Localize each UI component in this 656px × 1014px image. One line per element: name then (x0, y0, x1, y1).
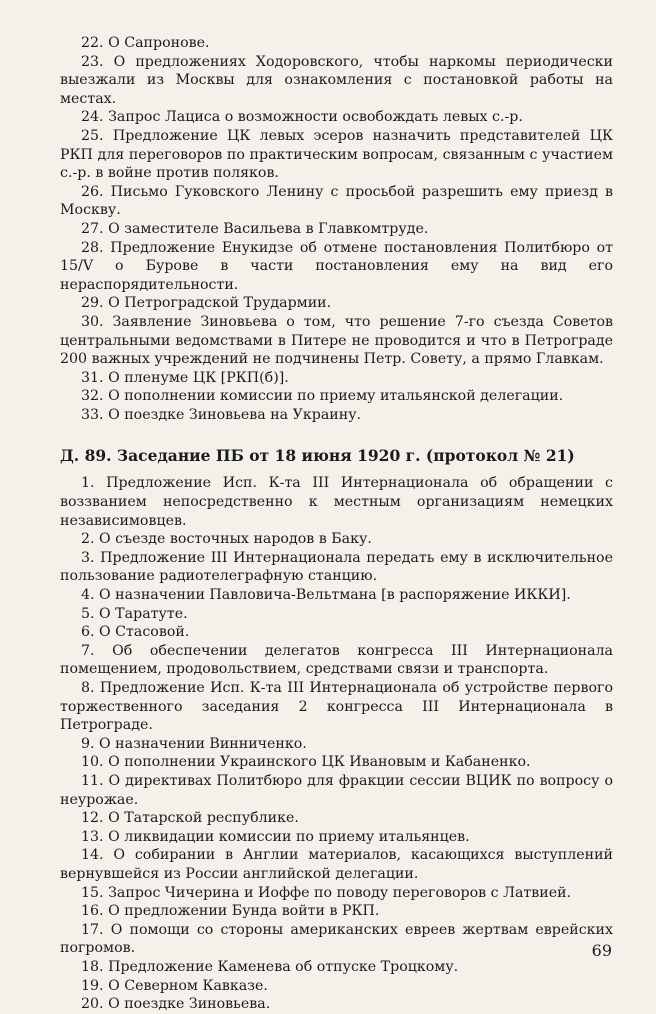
document-page (60, 34, 613, 1014)
agenda-item: 7. Об обеспечении делегатов конгресса III Интернационала помещением, продовольствием, средствами связи и транспорта. (60, 642, 613, 678)
agenda-item: 19. О Северном Кавказе. (81, 977, 268, 994)
agenda-item: 1. Предложение Исп. К-та III Интернационала об обращении с воззванием непосредственно к местным организациям немецких независимовцев. (60, 475, 613, 529)
agenda-item: 26. Письмо Гуковского Ленину с просьбой разрешить ему приезд в Москву. (60, 183, 613, 219)
agenda-item: 16. О предложении Бунда войти в РКП. (81, 903, 380, 920)
agenda-item: 24. Запрос Лациса о возможности освобождать левых с.-р. (81, 109, 523, 126)
agenda-item: 27. О заместителе Васильева в Главкомтруде. (81, 220, 429, 237)
agenda-item: 15. Запрос Чичерина и Иоффе по поводу переговоров с Латвией. (81, 884, 572, 901)
agenda-item: 13. О ликвидации комиссии по приему итальянцев. (81, 828, 470, 845)
agenda-item: 17. О помощи со стороны американских евреев жертвам еврейских погромов. (60, 921, 613, 957)
agenda-item: 10. О пополнении Украинского ЦК Ивановым и Кабаненко. (81, 754, 531, 771)
agenda-item: 11. О директивах Политбюро для фракции сессии ВЦИК по вопросу о неурожае. (60, 772, 613, 808)
agenda-item: 33. О поездке Зиновьева на Украину. (81, 406, 362, 423)
agenda-item: 29. О Петроградской Трудармии. (81, 295, 332, 312)
agenda-item: 31. О пленуме ЦК [РКП(б)]. (81, 369, 289, 386)
agenda-item: 25. Предложение ЦК левых эсеров назначить представителей ЦК РКП для переговоров по практическим вопросам, связанным с участием с.-р. в войне против поляков. (60, 127, 613, 182)
agenda-list-continued (60, 34, 613, 424)
agenda-item: 5. О Таратуте. (81, 605, 188, 622)
agenda-item: 22. О Сапронове. (81, 35, 210, 51)
agenda-item: 18. Предложение Каменева об отпуске Троцкому. (81, 958, 459, 975)
agenda-item: 28. Предложение Енукидзе об отмене постановления Политбюро от 15/V о Бурове в части постановления ему на вид его нераспорядительности. (60, 239, 613, 293)
page-number: 69 (591, 941, 612, 960)
agenda-item: 30. Заявление Зиновьева о том, что решение 7-го съезда Советов центральными ведомствами в Питере не проводится и что в Петрограде 200 важных учреждений не подчинены Петр. Совету, а прямо Главкам. (60, 313, 613, 368)
agenda-item: 4. О назначении Павловича-Вельтмана [в распоряжение ИККИ]. (81, 587, 571, 604)
agenda-item: 3. Предложение III Интернационала передать ему в исключительное пользование радиотелеграфную станцию. (60, 549, 613, 585)
agenda-item: 8. Предложение Исп. К-та III Интернационала об устройстве первого торжественного заседания 2 конгресса III Интернационала в Петрограде. (60, 680, 613, 734)
agenda-item: 2. О съезде восточных народов в Баку. (81, 531, 372, 548)
agenda-item: 14. О собирании в Англии материалов, касающихся выступлений вернувшейся из России английской делегации. (60, 847, 613, 882)
agenda-item: 32. О пополнении комиссии по приему итальянской делегации. (81, 388, 564, 405)
section-heading: Д. 89. Заседание ПБ от 18 июня 1920 г. (протокол № 21) (60, 446, 575, 466)
agenda-item: 6. О Стасовой. (81, 624, 190, 641)
agenda-item: 20. О поездке Зиновьева. (81, 996, 271, 1013)
agenda-item: 9. О назначении Винниченко. (81, 735, 307, 752)
agenda-list (60, 474, 613, 1013)
agenda-item: 12. О Татарской республике. (81, 810, 299, 827)
agenda-item: 23. О предложениях Ходоровского, чтобы наркомы периодически выезжали из Москвы для ознакомления с постановкой работы на местах. (60, 53, 613, 107)
